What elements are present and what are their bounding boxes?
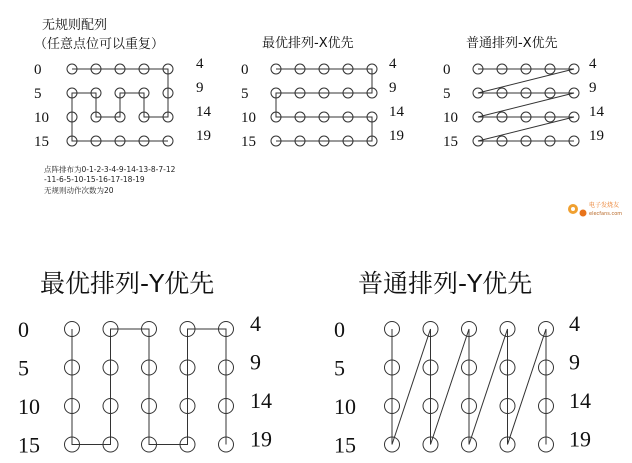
irregular-note-line2: -11-6-5-10-15-16-17-18-19 (44, 175, 145, 184)
normal-y-row-label-right: 14 (569, 388, 591, 413)
node-layer (65, 64, 580, 452)
irregular-row-label-left: 0 (34, 62, 42, 78)
normal-x-title: 普通排列-X优先 (466, 36, 558, 51)
label-layer (18, 56, 605, 458)
optimal-y-row-label-left: 15 (18, 432, 40, 458)
normal-y-row-label-right: 19 (569, 426, 591, 452)
normal-y-row-label-right: 4 (569, 311, 580, 336)
optimal-x-row-label-left: 10 (241, 110, 256, 126)
normal-x-row-label-right: 9 (589, 80, 597, 96)
optimal-x-title: 最优排列-X优先 (262, 36, 354, 51)
normal-y-row-label-right: 9 (569, 349, 580, 375)
path-layer (72, 69, 574, 445)
irregular-row-label-left: 15 (34, 134, 49, 150)
normal-y-row-label-left: 15 (334, 432, 356, 458)
optimal-y-row-label-right: 9 (250, 349, 261, 375)
irregular-note-line3: 无规则动作次数为20 (44, 186, 114, 195)
optimal-x-row-label-left: 5 (241, 86, 249, 102)
normal-y-row-label-left: 5 (334, 355, 345, 381)
optimal-y-row-label-left: 0 (18, 317, 29, 342)
optimal-x-row-label-right: 19 (389, 128, 404, 144)
irregular-note-line1: 点阵排布为0-1-2-3-4-9-14-13-8-7-12 (44, 165, 176, 174)
irregular-title-line1: 无规则配列 (42, 18, 108, 33)
normal-y-title: 普通排列-Y优先 (358, 269, 533, 298)
optimal-x-sequence-path (276, 69, 372, 141)
optimal-y-row-label-right: 4 (250, 311, 261, 336)
optimal-y-row-label-right: 14 (250, 388, 272, 413)
watermark-logo (568, 201, 622, 217)
watermark-line1: 电子发烧友 (589, 202, 620, 209)
irregular-row-label-right: 19 (196, 128, 211, 144)
normal-x-row-label-left: 10 (443, 110, 458, 126)
optimal-y-row-label-left: 10 (18, 394, 40, 419)
optimal-y-row-label-right: 19 (250, 426, 272, 452)
optimal-x-row-label-right: 14 (389, 104, 404, 120)
normal-y-sequence-path (392, 329, 546, 445)
optimal-y-title: 最优排列-Y优先 (40, 269, 215, 298)
normal-x-row-label-left: 15 (443, 134, 458, 150)
irregular-row-label-right: 9 (196, 80, 204, 96)
optimal-x-row-label-right: 9 (389, 80, 397, 96)
optimal-y-sequence-path (72, 329, 226, 445)
irregular-title-line2: （任意点位可以重复） (34, 37, 165, 52)
normal-y-row-label-left: 10 (334, 394, 356, 419)
optimal-x-row-label-left: 15 (241, 134, 256, 150)
optimal-x-row-label-left: 0 (241, 62, 249, 78)
watermark-line2: elecfans.com (589, 211, 623, 217)
normal-x-row-label-right: 14 (589, 104, 604, 120)
normal-x-row-label-right: 19 (589, 128, 604, 144)
irregular-sequence-path (72, 69, 168, 141)
normal-x-row-label-left: 5 (443, 86, 451, 102)
normal-x-sequence-path (478, 69, 574, 141)
optimal-y-row-label-left: 5 (18, 355, 29, 381)
normal-x-row-label-left: 0 (443, 62, 451, 78)
watermark-gear-small-icon (580, 210, 587, 217)
optimal-x-row-label-right: 4 (389, 56, 397, 72)
irregular-row-label-left: 10 (34, 110, 49, 126)
normal-y-row-label-left: 0 (334, 317, 345, 342)
normal-x-row-label-right: 4 (589, 56, 597, 72)
irregular-row-label-left: 5 (34, 86, 42, 102)
irregular-row-label-right: 14 (196, 104, 211, 120)
irregular-row-label-right: 4 (196, 56, 204, 72)
